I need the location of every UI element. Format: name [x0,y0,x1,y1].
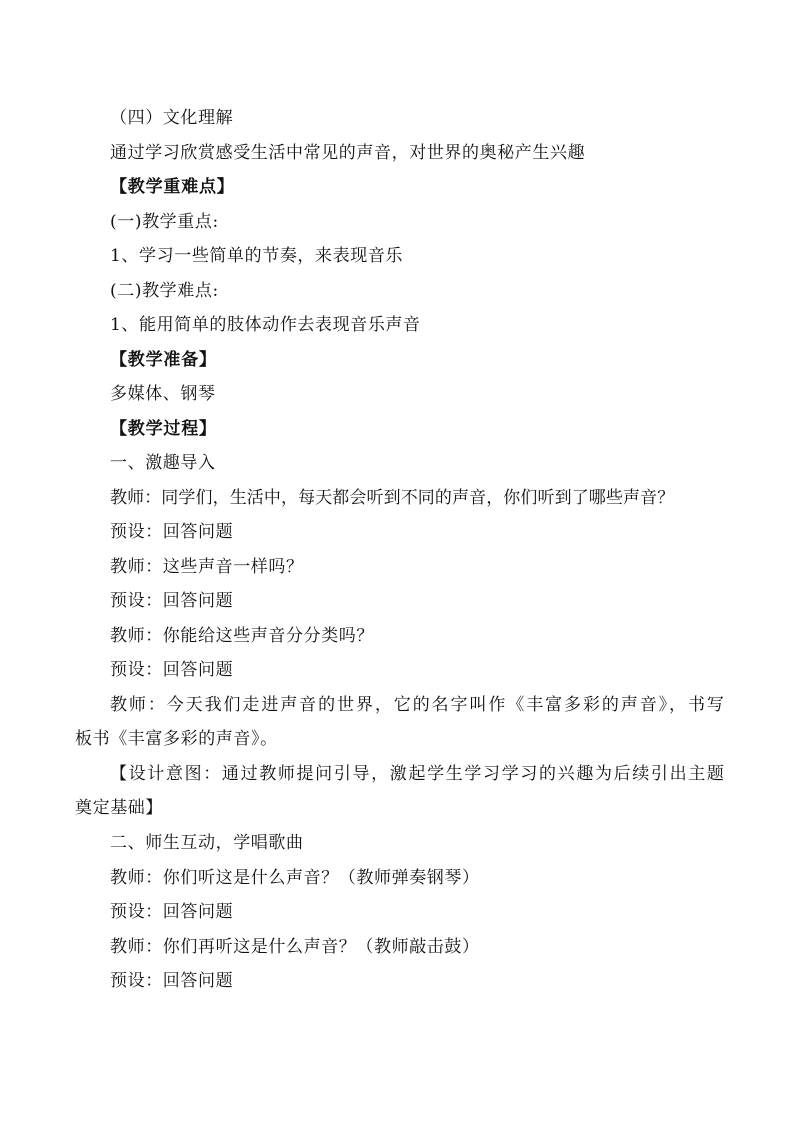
subheading-key-points: (一)教学重点: [110,212,219,232]
dialogue-line-preset: 预设：回答问题 [110,902,234,922]
dialogue-line-teacher: 教师：这些声音一样吗？ [110,557,304,577]
dialogue-line-teacher: 教师：你能给这些声音分分类吗？ [110,626,374,646]
dialogue-line-preset: 预设：回答问题 [110,591,234,611]
subheading-interaction: 二、师生互动，学唱歌曲 [110,833,304,853]
list-item: 1、能用简单的肢体动作去表现音乐声音 [110,315,421,335]
paragraph-continuation: 板书《丰富多彩的声音》。 [75,729,278,749]
design-intent-note: 【设计意图：通过教师提问引导，激起学生学习学习的兴趣为后续引出主题 [110,764,724,784]
subheading-warm-up: 一、激趣导入 [110,453,216,473]
dialogue-line-preset: 预设：回答问题 [110,522,234,542]
section-heading-cultural-understanding: （四）文化理解 [110,108,234,128]
dialogue-line-preset: 预设：回答问题 [110,971,234,991]
dialogue-line-teacher: 教师：同学们，生活中，每天都会听到不同的声音，你们听到了哪些声音？ [110,488,675,508]
dialogue-line-teacher: 教师：今天我们走进声音的世界，它的名字叫作《丰富多彩的声音》，书写 [110,695,724,715]
dialogue-line-teacher: 教师：你们听这是什么声音？（教师弹奏钢琴） [110,868,480,888]
heading-teaching-process: 【教学过程】 [110,419,217,439]
subheading-difficult-points: (二)教学难点: [110,281,219,301]
heading-teaching-preparation: 【教学准备】 [110,350,217,370]
dialogue-line-preset: 预设：回答问题 [110,660,234,680]
heading-key-difficult-points: 【教学重难点】 [110,177,235,197]
dialogue-line-teacher: 教师：你们再听这是什么声音？（教师敲击鼓） [110,937,480,957]
paragraph-text: 通过学习欣赏感受生活中常见的声音，对世界的奥秘产生兴趣 [110,143,586,163]
paragraph-text: 多媒体、钢琴 [110,384,216,404]
design-intent-note-continuation: 奠定基础】 [75,798,163,818]
list-item: 1、学习一些简单的节奏，来表现音乐 [110,246,404,266]
